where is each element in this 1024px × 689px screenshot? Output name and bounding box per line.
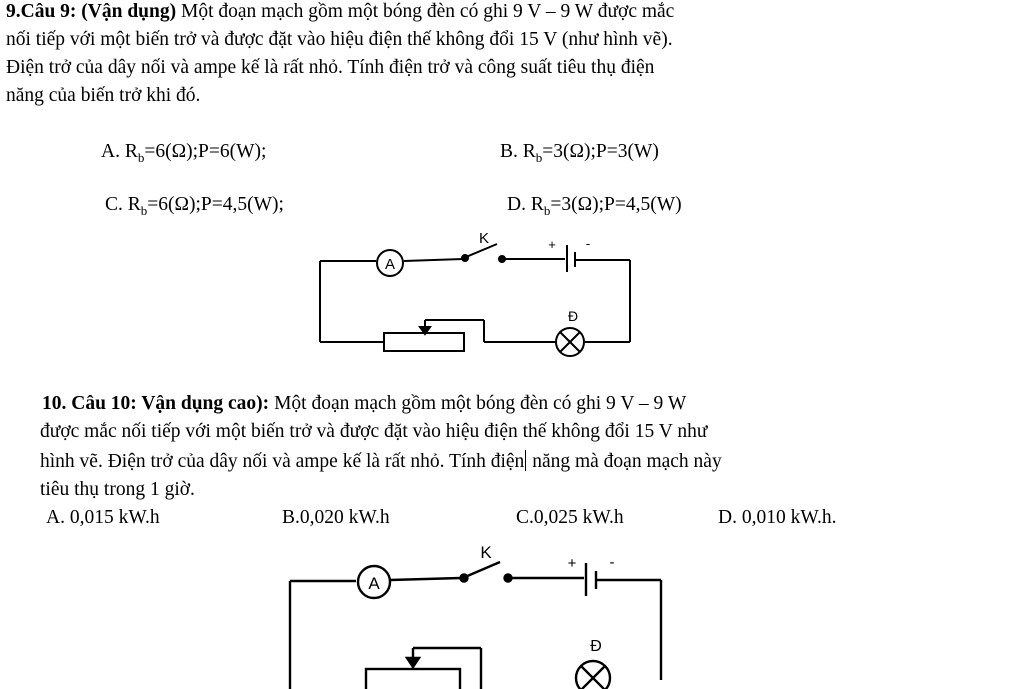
q9-heading: 9.Câu 9: (Vận dụng) xyxy=(6,1,177,22)
q9-option-b: B. $R_b=3(\Omega);P=3(W)$ xyxy=(500,141,659,165)
ammeter-label-1: A xyxy=(384,256,396,273)
q10-heading: 10. Câu 10: Vận dụng cao): xyxy=(42,393,270,414)
q10-option-d: D. 0,010 kW.h. xyxy=(718,507,837,528)
q10-option-c: C.0,025 kW.h xyxy=(516,507,624,528)
wire-ammeter-switch-2 xyxy=(390,578,461,580)
q9-line1-text: Một đoạn mạch gồm một bóng đèn có ghi 9 V – 9 W được mắc xyxy=(176,1,675,22)
q10-line-3: hình vẽ. Điện trở của dây nối và ampe kế là rất nhỏ. Tính điện năng mà đoạn mạch này xyxy=(40,451,722,472)
ammeter-label-2: A xyxy=(368,574,380,593)
rheostat-2 xyxy=(366,669,460,689)
switch-label-2: K xyxy=(480,543,492,562)
lamp-label-2: Đ xyxy=(590,638,602,655)
battery-minus-1: - xyxy=(585,236,591,251)
battery-plus-2: + xyxy=(567,555,577,572)
q10-line-4: tiêu thụ trong 1 giờ. xyxy=(40,479,195,500)
circuit-2 xyxy=(290,562,661,689)
q9-line-3: Điện trở của dây nối và ampe kế là rất nhỏ. Tính điện trở và công suất tiêu thụ điện xyxy=(6,57,655,78)
q9-line-2: nối tiếp với một biến trở và được đặt vào hiệu điện thế không đổi 15 V (như hình vẽ). xyxy=(6,29,673,50)
battery-plus-1: + xyxy=(548,237,556,252)
q9-line-4: năng của biến trở khi đó. xyxy=(6,85,201,106)
lamp-label-1: Đ xyxy=(567,308,579,324)
circuit-1 xyxy=(320,244,630,356)
battery-minus-2: - xyxy=(609,554,615,571)
q9-option-d: D. $R_b=3(\Omega);P=4,5(W)$ xyxy=(507,194,682,218)
slider-arrow-2 xyxy=(407,658,419,667)
rheostat-1 xyxy=(384,333,464,351)
q10-option-a: A. 0,015 kW.h xyxy=(46,507,160,528)
switch-blade-2 xyxy=(465,562,500,577)
lamp-2 xyxy=(576,661,610,689)
q10-line-2: được mắc nối tiếp với một biến trở và được đặt vào hiệu điện thế không đổi 15 V như xyxy=(40,421,708,442)
wire-ammeter-switch xyxy=(404,259,463,261)
switch-label-1: K xyxy=(478,230,490,247)
q10-line1-text: Một đoạn mạch gồm một bóng đèn có ghi 9 V – 9 W xyxy=(269,393,687,414)
q9-option-a: A. $R_b=6(\Omega);P=6(W)$; xyxy=(101,141,267,165)
q9-option-c: C. $R_b=6(\Omega);P=4,5(W)$; xyxy=(105,194,284,218)
q10-option-b: B.0,020 kW.h xyxy=(282,507,390,528)
